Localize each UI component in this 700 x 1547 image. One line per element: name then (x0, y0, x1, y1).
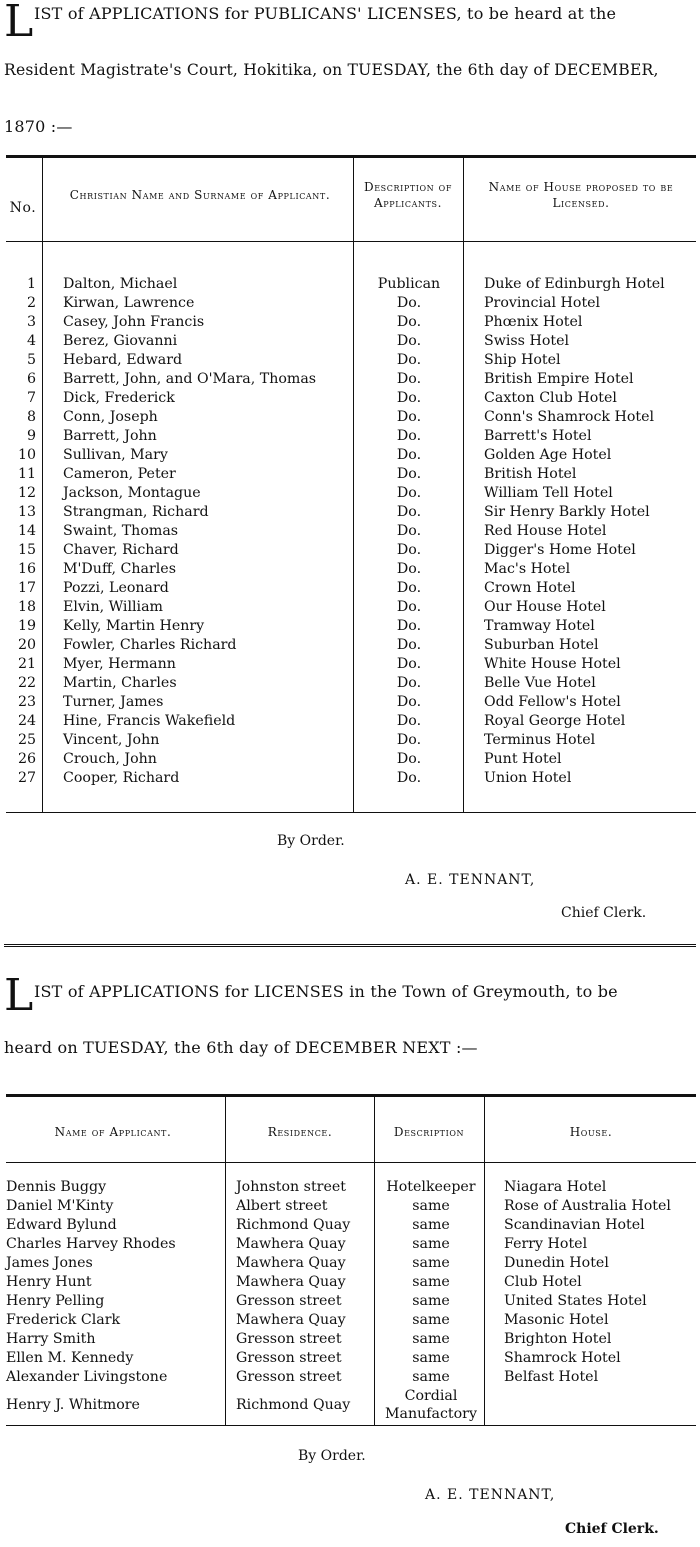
table-bottom-rule (6, 1425, 696, 1426)
house-name: Digger's Home Hotel (484, 542, 636, 558)
drop-cap: L (4, 0, 34, 47)
row-number: 6 (26, 371, 36, 387)
row-number: 27 (17, 770, 36, 786)
applicant-description: same (412, 1369, 450, 1385)
applicant-name: Cooper, Richard (63, 770, 180, 786)
applicant-name: Vincent, John (63, 732, 160, 748)
row-number: 19 (17, 618, 36, 634)
applicant-description: Do. (396, 504, 422, 520)
applicant-name: Chaver, Richard (63, 542, 179, 558)
row-number: 22 (17, 675, 36, 691)
house-name: Phœnix Hotel (484, 314, 583, 330)
house-name: United States Hotel (504, 1293, 647, 1309)
applicant-description: Do. (396, 561, 422, 577)
applicant-name: Henry Hunt (6, 1274, 92, 1290)
house-name: Golden Age Hotel (484, 447, 612, 463)
applicant-description: same (412, 1255, 450, 1271)
applicant-name: Berez, Giovanni (63, 333, 178, 349)
applicant-description: Do. (396, 466, 422, 482)
house-name: Mac's Hotel (484, 561, 571, 577)
applicant-name: Pozzi, Leonard (63, 580, 169, 596)
house-name: Suburban Hotel (484, 637, 599, 653)
applicant-description: Do. (396, 656, 422, 672)
signatory-title: Chief Clerk. (561, 905, 647, 921)
table-row (0, 313, 700, 332)
house-name: Royal George Hotel (484, 713, 626, 729)
applicant-name: Swaint, Thomas (63, 523, 179, 539)
applicant-name: M'Duff, Charles (63, 561, 176, 577)
applicant-name: Frederick Clark (6, 1312, 121, 1328)
table-row (0, 731, 700, 750)
applicant-description: Do. (396, 713, 422, 729)
signatory: A. E. TENNANT, (425, 1487, 556, 1503)
header-house: House. (569, 1125, 613, 1139)
table-row (0, 693, 700, 712)
applicant-description: same (412, 1274, 450, 1290)
applicant-description: Do. (396, 770, 422, 786)
residence: Richmond Quay (236, 1396, 351, 1413)
table-row (0, 617, 700, 636)
house-name: Belle Vue Hotel (484, 675, 596, 691)
table-top-rule (6, 1094, 696, 1097)
applicant-name: Crouch, John (63, 751, 157, 767)
row-number: 4 (26, 333, 36, 349)
row-number: 21 (17, 656, 36, 672)
house-name: Belfast Hotel (504, 1369, 599, 1385)
applicant-description: Do. (396, 675, 422, 691)
applicant-description: Do. (396, 732, 422, 748)
applicant-name: Dennis Buggy (6, 1179, 107, 1195)
table-row (0, 674, 700, 693)
row-number: 9 (26, 428, 36, 444)
intro-line-1: IST of APPLICATIONS for PUBLICANS' LICENSES, to be heard at the (34, 4, 617, 23)
drop-cap: L (4, 970, 34, 1021)
table-row (0, 427, 700, 446)
applicant-description: same (412, 1312, 450, 1328)
house-name: Punt Hotel (484, 751, 562, 767)
house-name: Conn's Shamrock Hotel (484, 409, 655, 425)
table-row (0, 1349, 700, 1368)
applicant-name: Jackson, Montague (63, 485, 201, 501)
table-row (0, 598, 700, 617)
row-number: 24 (17, 713, 36, 729)
by-order: By Order. (277, 833, 345, 849)
applicant-description: Do. (396, 295, 422, 311)
applicant-name: Hebard, Edward (63, 352, 183, 368)
row-number: 23 (17, 694, 36, 710)
table-row (0, 370, 700, 389)
house-name (486, 1387, 700, 1423)
table-row (0, 1254, 700, 1273)
row-number: 25 (17, 732, 36, 748)
house-name: Union Hotel (484, 770, 572, 786)
applicant-description: Do. (396, 599, 422, 615)
applicant-name: Martin, Charles (63, 675, 177, 691)
applicant-name: Harry Smith (6, 1331, 96, 1347)
table-row (0, 522, 700, 541)
intro-line-3: 1870 :— (4, 117, 73, 136)
house-name: Club Hotel (504, 1274, 582, 1290)
table-row (0, 1273, 700, 1292)
row-number: 3 (26, 314, 36, 330)
applicant-description: same (412, 1198, 450, 1214)
table-row (0, 389, 700, 408)
table-row (0, 636, 700, 655)
table-row (0, 655, 700, 674)
table-top-rule (6, 155, 696, 158)
applicant-name: Barrett, John, and O'Mara, Thomas (63, 371, 317, 387)
applicant-name: Henry J. Whitmore (6, 1396, 140, 1413)
house-name: Masonic Hotel (504, 1312, 609, 1328)
row-number: 16 (17, 561, 36, 577)
table-row (0, 1292, 700, 1311)
house-name: Our House Hotel (484, 599, 606, 615)
header-description: Description of Applicants. (363, 180, 452, 210)
applicant-name: Kelly, Martin Henry (63, 618, 205, 634)
table-row (0, 1197, 700, 1216)
residence: Richmond Quay (236, 1217, 351, 1233)
table-row (0, 1235, 700, 1254)
row-number: 17 (17, 580, 36, 596)
applicant-name: Myer, Hermann (63, 656, 176, 672)
applicant-name: Kirwan, Lawrence (63, 295, 195, 311)
house-name: Niagara Hotel (504, 1179, 607, 1195)
applicant-name: Cameron, Peter (63, 466, 176, 482)
table-row (0, 712, 700, 731)
applicant-name: Fowler, Charles Richard (63, 637, 237, 653)
applicant-name: James Jones (6, 1255, 93, 1271)
table-row (0, 769, 700, 788)
applicant-name: Conn, Joseph (63, 409, 158, 425)
house-name: Provincial Hotel (484, 295, 601, 311)
house-name: William Tell Hotel (484, 485, 613, 501)
applicant-description: Do. (396, 314, 422, 330)
applicant-name: Sullivan, Mary (63, 447, 168, 463)
applicant-name: Elvin, William (63, 599, 163, 615)
applicant-description: Do. (396, 447, 422, 463)
table-row (0, 579, 700, 598)
applicant-name: Casey, John Francis (63, 314, 205, 330)
header-bottom-rule (6, 241, 696, 242)
house-name: Caxton Club Hotel (484, 390, 617, 406)
table-row (0, 408, 700, 427)
row-number: 11 (17, 466, 36, 482)
header-applicant: Name of Applicant. (54, 1125, 172, 1139)
row-number: 15 (17, 542, 36, 558)
applicant-name: Henry Pelling (6, 1293, 105, 1309)
applicant-description: Hotelkeeper (386, 1179, 476, 1195)
house-name: Tramway Hotel (484, 618, 595, 634)
table-row (0, 446, 700, 465)
table-row (0, 275, 700, 294)
house-name: British Hotel (484, 466, 577, 482)
house-name: Barrett's Hotel (484, 428, 592, 444)
applicant-name: Alexander Livingstone (6, 1369, 168, 1385)
house-name: Brighton Hotel (504, 1331, 612, 1347)
table-row (0, 541, 700, 560)
table-row (0, 560, 700, 579)
applicant-description: Do. (396, 485, 422, 501)
row-number: 10 (17, 447, 36, 463)
row-number: 1 (26, 276, 36, 292)
residence: Mawhera Quay (236, 1274, 346, 1290)
residence: Johnston street (236, 1179, 346, 1195)
row-number: 13 (17, 504, 36, 520)
table-row (0, 1330, 700, 1349)
applicant-name: Hine, Francis Wakefield (63, 713, 236, 729)
house-name: Crown Hotel (484, 580, 576, 596)
row-number: 26 (17, 751, 36, 767)
applicant-name: Charles Harvey Rhodes (6, 1236, 176, 1252)
house-name: Duke of Edinburgh Hotel (484, 276, 665, 292)
applicant-name: Ellen M. Kennedy (6, 1350, 134, 1366)
residence: Gresson street (236, 1350, 342, 1366)
applicant-name: Edward Bylund (6, 1217, 117, 1233)
house-name: Shamrock Hotel (504, 1350, 621, 1366)
applicant-description: Do. (396, 333, 422, 349)
applicant-description: Do. (396, 618, 422, 634)
intro-line-2: heard on TUESDAY, the 6th day of DECEMBER NEXT :— (4, 1038, 478, 1057)
table-row (0, 1368, 700, 1387)
applicant-description: same (412, 1331, 450, 1347)
header-no: No. (9, 200, 37, 216)
row-number: 7 (26, 390, 36, 406)
row-number: 12 (17, 485, 36, 501)
table-row (0, 750, 700, 769)
applicant-description: same (412, 1350, 450, 1366)
applicant-description: same (412, 1217, 450, 1233)
applicant-description: Do. (396, 371, 422, 387)
row-number: 14 (17, 523, 36, 539)
residence: Gresson street (236, 1369, 342, 1385)
table-row (0, 351, 700, 370)
applicant-description: Do. (396, 694, 422, 710)
header-bottom-rule (6, 1162, 696, 1163)
applicant-description: Do. (396, 352, 422, 368)
applicant-name: Turner, James (63, 694, 164, 710)
house-name: Rose of Australia Hotel (504, 1198, 671, 1214)
house-name: British Empire Hotel (484, 371, 634, 387)
signatory-title: Chief Clerk. (565, 1521, 659, 1537)
applicant-description: Publican (377, 276, 441, 292)
section-separator (4, 944, 696, 949)
applicant-description: Do. (396, 751, 422, 767)
table-row (0, 484, 700, 503)
applicant-description: Do. (396, 580, 422, 596)
residence: Mawhera Quay (236, 1255, 346, 1271)
header-house: Name of House proposed to be Licensed. (488, 180, 674, 210)
house-name: Ship Hotel (484, 352, 561, 368)
applicant-name: Barrett, John (63, 428, 157, 444)
table-row (0, 1178, 700, 1197)
table-row (0, 332, 700, 351)
applicant-description: Do. (396, 390, 422, 406)
greymouth-notice (0, 960, 700, 1547)
house-name: Dunedin Hotel (504, 1255, 609, 1271)
applicant-description: Do. (396, 409, 422, 425)
residence: Gresson street (236, 1293, 342, 1309)
applicant-description: Do. (396, 523, 422, 539)
residence: Mawhera Quay (236, 1236, 346, 1252)
applicant-description: same (412, 1293, 450, 1309)
house-name: Ferry Hotel (504, 1236, 588, 1252)
house-name: Sir Henry Barkly Hotel (484, 504, 650, 520)
house-name: Swiss Hotel (484, 333, 570, 349)
row-number: 18 (17, 599, 36, 615)
applicant-description: Do. (396, 428, 422, 444)
house-name: Terminus Hotel (484, 732, 596, 748)
by-order: By Order. (298, 1448, 366, 1464)
applicant-description: Do. (396, 637, 422, 653)
applicant-description: same (412, 1236, 450, 1252)
intro-line-1: IST of APPLICATIONS for LICENSES in the Town of Greymouth, to be (34, 982, 618, 1001)
row-number: 20 (17, 637, 36, 653)
residence: Gresson street (236, 1331, 342, 1347)
header-description: Description (393, 1125, 465, 1139)
intro-line-2: Resident Magistrate's Court, Hokitika, on TUESDAY, the 6th day of DECEMBER, (4, 61, 659, 79)
applicant-name: Dick, Frederick (63, 390, 175, 406)
table-row (0, 1311, 700, 1330)
applicant-name: Daniel M'Kinty (6, 1198, 114, 1214)
publicans-table (0, 275, 700, 788)
row-number: 5 (26, 352, 36, 368)
applicant-name: Dalton, Michael (63, 276, 178, 292)
greymouth-table (0, 1178, 700, 1423)
table-row (0, 465, 700, 484)
table-bottom-rule (6, 812, 696, 813)
header-residence: Residence. (267, 1125, 333, 1139)
house-name: Scandinavian Hotel (504, 1217, 645, 1233)
applicant-description: Cordial Manufactory (385, 1388, 477, 1422)
header-applicant: Christian Name and Surname of Applicant. (69, 188, 331, 202)
table-row (0, 1216, 700, 1235)
house-name: Red House Hotel (484, 523, 607, 539)
house-name: White House Hotel (484, 656, 621, 672)
table-row (0, 503, 700, 522)
applicant-name: Strangman, Richard (63, 504, 209, 520)
row-number: 8 (26, 409, 36, 425)
applicant-description: Do. (396, 542, 422, 558)
table-row (0, 294, 700, 313)
residence: Mawhera Quay (236, 1312, 346, 1328)
table-row (0, 1387, 700, 1423)
house-name: Odd Fellow's Hotel (484, 694, 621, 710)
residence: Albert street (236, 1198, 328, 1214)
row-number: 2 (26, 295, 36, 311)
signatory: A. E. TENNANT, (405, 872, 536, 888)
